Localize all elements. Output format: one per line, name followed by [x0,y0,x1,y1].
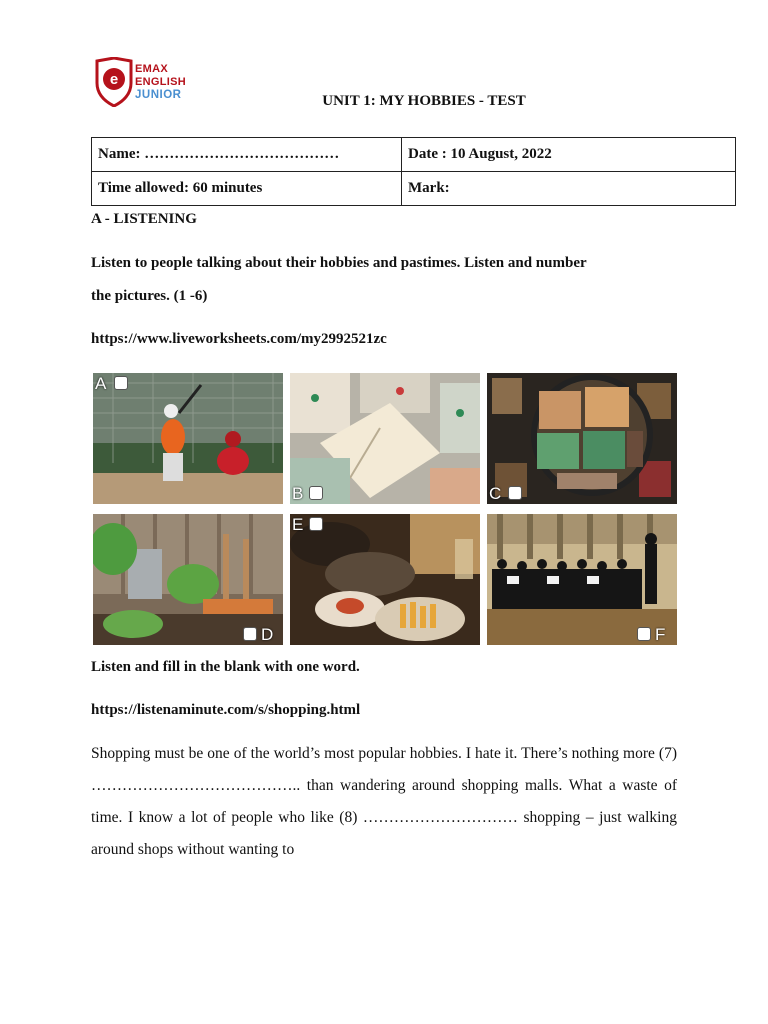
date-cell: Date : 10 August, 2022 [402,138,736,172]
reading-image [290,373,480,504]
time-allowed-cell: Time allowed: 60 minutes [92,172,402,206]
picture-e-label: E [292,515,304,534]
listening-link-2[interactable]: https://listenaminute.com/s/shopping.html [91,702,361,718]
eating-out-image [290,514,480,645]
mark-cell[interactable]: Mark: [402,172,736,206]
picture-c-stamps [487,373,677,504]
fill-in-instruction: Listen and fill in the blank with one word. [91,659,360,675]
name-cell[interactable]: Name: ………………………………… [92,138,402,172]
svg-text:e: e [109,71,119,88]
section-a-heading: A - LISTENING [91,211,197,227]
table-row [92,172,736,206]
picture-c-label: C [489,484,502,503]
picture-e-checkbox[interactable] [309,517,323,531]
logo-line-3: JUNIOR [135,89,182,101]
shopping-passage: Shopping must be one of the world’s most popular hobbies. I hate it. There’s nothing more (7) ………………………………….. than wandering around shopping malls. What a waste of time. I know a lot of people who like (8) ………………………… shopping – just walking around shops without wanting to [91,745,677,858]
picture-c-checkbox[interactable] [508,486,522,500]
orchestra-image [487,514,677,645]
picture-grid [93,373,678,645]
logo-line-2: ENGLISH [135,76,186,88]
picture-f-label: F [655,625,666,644]
picture-b-checkbox[interactable] [309,486,323,500]
picture-d-checkbox[interactable] [243,627,257,641]
baseball-image [93,373,283,504]
logo-line-1: EMAX [135,63,168,75]
picture-f-orchestra [487,514,677,645]
picture-a-checkbox[interactable] [114,376,128,390]
page-title: UNIT 1: MY HOBBIES - TEST [322,93,526,109]
gardening-image [93,514,283,645]
student-info-table [91,137,736,206]
picture-a-baseball [93,373,283,504]
table-row [92,138,736,172]
stamps-image [487,373,677,504]
listening-link-1[interactable]: https://www.liveworksheets.com/my2992521zc [91,331,387,347]
picture-e-eating-out [290,514,480,645]
picture-d-gardening [93,514,283,645]
picture-b-label: B [292,484,304,503]
instruction-line-1: Listen to people talking about their hobbies and pastimes. Listen and number [91,255,587,271]
picture-a-label: A [95,374,107,393]
picture-b-reading [290,373,480,504]
picture-f-checkbox[interactable] [637,627,651,641]
picture-d-label: D [261,625,274,644]
instruction-line-2: the pictures. (1 -6) [91,288,208,304]
